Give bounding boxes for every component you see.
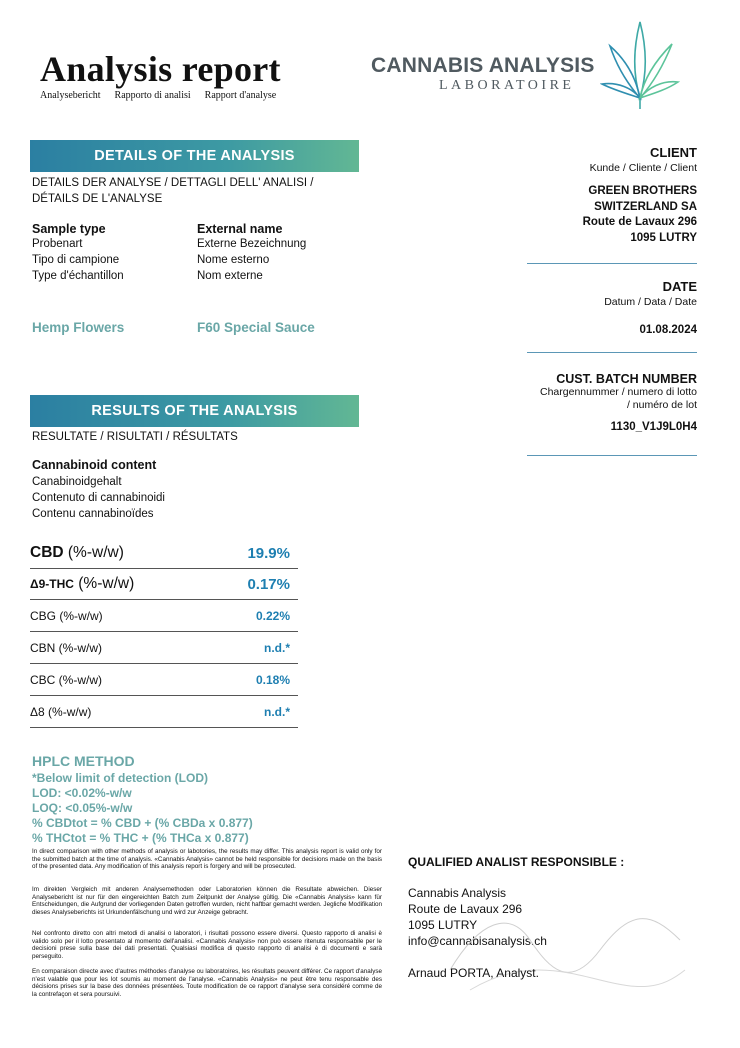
external-name-block: External name Externe Bezeichnung Nome esterno Nom externe	[197, 222, 307, 282]
hplc-line: % CBDtot = % CBD + (% CBDa x 0.877)	[32, 816, 253, 830]
disclaimer-en: In direct comparison with other methods of analysis or labotories, the results may differ. This analysis report is valid only for the submitted batch at the time of analysis. «Cannabis Analysis» cannot be held responsible for decisions made on the basis of the presented data. Any modification of this analysis report is forgery and will be prosecuted.	[32, 848, 382, 871]
external-name-label: External name	[197, 222, 283, 236]
sample-type-block: Sample type Probenart Tipo di campione Type d'échantillon	[32, 222, 124, 282]
result-row-cbc: CBC (%-w/w) 0.18%	[30, 664, 298, 696]
cannabinoid-header-block: Cannabinoid content Canabinoidgehalt Contenuto di cannabinoidi Contenu cannabinoïdes	[32, 458, 165, 520]
subtitle-it: Rapporto di analisi	[114, 90, 191, 101]
hplc-line: % THCtot = % THC + (% THCa x 0.877)	[32, 831, 249, 845]
client-label: CLIENT	[650, 145, 697, 160]
batch-value: 1130_V1J9L0H4	[610, 421, 697, 433]
result-row-cbn: CBN (%-w/w) n.d.*	[30, 632, 298, 664]
cannabis-leaf-icon	[600, 18, 680, 110]
report-title: Analysis report	[40, 49, 281, 89]
hplc-title: HPLC METHOD	[32, 753, 135, 769]
results-subtitle: RESULTATE / RISULTATI / RÉSULTATS	[32, 431, 238, 443]
result-value: 0.22%	[255, 608, 290, 623]
responsible-email: info@cannabisanalysis.ch	[408, 934, 547, 948]
result-value: 0.17%	[247, 575, 290, 593]
hplc-line: *Below limit of detection (LOD)	[32, 771, 208, 785]
signature-scribble	[440, 900, 690, 1010]
client-block: CLIENT Kunde / Cliente / Client GREEN BROTHERS SWITZERLAND SA Route de Lavaux 296 1095 LUTRY	[437, 145, 697, 246]
batch-label: CUST. BATCH NUMBER	[556, 372, 697, 386]
responsible-line: 1095 LUTRY	[408, 918, 478, 932]
report-subtitles	[40, 90, 276, 101]
batch-block: CUST. BATCH NUMBER Chargennummer / numero di lotto / numéro de lot 1130_V1J9L0H4	[457, 372, 697, 433]
divider	[527, 352, 697, 353]
divider	[527, 455, 697, 456]
date-label: DATE	[662, 279, 697, 294]
date-block: DATE Datum / Data / Date 01.08.2024	[477, 279, 697, 336]
sample-type-value: Hemp Flowers	[32, 320, 125, 335]
client-address: GREEN BROTHERS SWITZERLAND SA Route de Lavaux 296 1095 LUTRY	[582, 185, 697, 244]
result-value: 0.18%	[255, 672, 290, 687]
hplc-line: LOD: <0.02%-w/w	[32, 786, 132, 800]
result-value: 19.9%	[247, 544, 290, 562]
sample-type-label: Sample type	[32, 222, 106, 236]
signature-name: Arnaud PORTA, Analyst.	[408, 966, 539, 980]
disclaimer-fr: En comparaison directe avec d'autres méthodes d'analyse ou laboratoires, les résultats peuvent différer. Ce rapport d'analyse n'est valable que pour les lot soumis au moment de l'analyse. «Cannabis Analysis» ne peut être tenu responsable des décisions prises sur la base des données présentées. Toute modification de ce rapport d'analyse sera considéré comme de la contrefaçon et sera poursuivi.	[32, 968, 382, 998]
responsible-line: Cannabis Analysis	[408, 886, 507, 900]
brand-subname: LABORATOIRE	[439, 78, 575, 93]
cannabinoid-header: Cannabinoid content	[32, 458, 157, 472]
result-row-thc: Δ9-THC (%-w/w) 0.17%	[30, 569, 298, 600]
result-row-cbg: CBG (%-w/w) 0.22%	[30, 600, 298, 632]
disclaimer-de: Im direkten Vergleich mit anderen Analysemethoden oder Laboratorien können die Resultate abweichen. Dieser Analysebericht ist nur für den eingereichten Batch zum Zeitpunkt der Analyse gültig. Die «Cannabis Analysis» kann für Entscheidungen, die Aufgrund der vorliegenden Daten getroffen wurden, nicht haftbar gemacht werden. Jegliche Modifikation dieses Analyseberichts ist Urkundenfälschung und wird zur Anzeige gebracht.	[32, 886, 382, 916]
details-banner: DETAILS OF THE ANALYSIS	[30, 140, 359, 172]
details-subtitle: DETAILS DER ANALYSE / DETTAGLI DELL' ANALISI / DÉTAILS DE L'ANALYSE	[32, 177, 314, 205]
hplc-line: LOQ: <0.05%-w/w	[32, 801, 133, 815]
result-value: n.d.*	[264, 640, 290, 655]
result-value: n.d.*	[264, 704, 290, 719]
result-row-d8: Δ8 (%-w/w) n.d.*	[30, 696, 298, 728]
date-value: 01.08.2024	[639, 324, 697, 336]
external-name-value: F60 Special Sauce	[197, 320, 315, 335]
brand-name: CANNABIS ANALYSIS	[371, 54, 595, 77]
responsible-title: QUALIFIED ANALIST RESPONSIBLE :	[408, 855, 625, 869]
divider	[527, 263, 697, 264]
disclaimer-it: Nel confronto diretto con altri metodi di analisi o laboratori, i risultati possono essere diversi. Questo rapporto di analisi è valido solo per il lotto presentato al momento dell'analisi. «Cannabis Analysis» non può essere ritenuta responsabile per le decisioni prese sulla base dei dati presentati. Qualsiasi modifica di questo rapporto di analisi è di documenti e sarà perseguito.	[32, 930, 382, 960]
result-row-cbd: CBD (%-w/w) 19.9%	[30, 538, 298, 569]
responsible-line: Route de Lavaux 296	[408, 902, 523, 916]
subtitle-fr: Rapport d'analyse	[204, 90, 277, 101]
results-banner: RESULTS OF THE ANALYSIS	[30, 395, 359, 427]
subtitle-de: Analysebericht	[40, 90, 101, 101]
